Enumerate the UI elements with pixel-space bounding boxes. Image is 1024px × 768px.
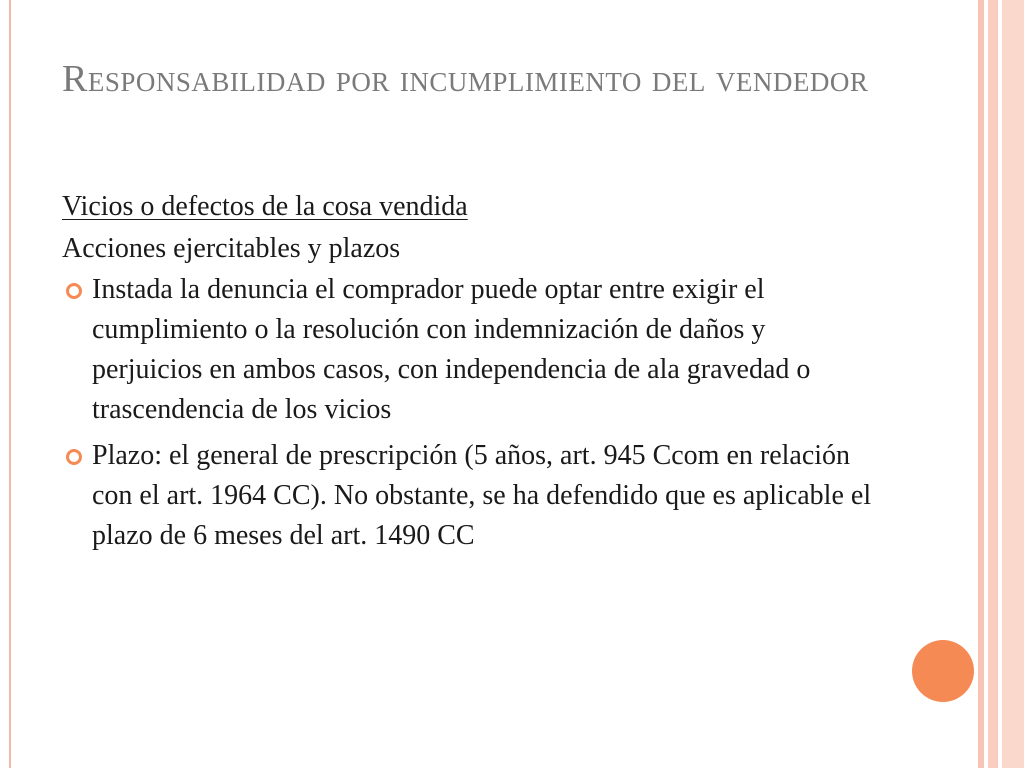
bullet-item — [62, 270, 882, 430]
hollow-circle-bullet-icon — [66, 283, 82, 299]
bullet-text: Instada la denuncia el comprador puede optar entre exigir el cumplimiento o la resolución con indemnización de daños y perjuicios en ambos casos, con independencia de ala gravedad o trascendencia de los vicios — [92, 274, 811, 425]
slide-body — [62, 186, 882, 556]
right-decorative-band — [1002, 0, 1024, 768]
section-heading: Vicios o defectos de la cosa vendida — [62, 191, 468, 222]
right-decorative-band — [988, 0, 998, 768]
decorative-accent-circle — [912, 640, 974, 702]
bullet-text: Plazo: el general de prescripción (5 años, art. 945 Ccom en relación con el art. 1964 CC). No obstante, se ha defendido que es aplicable el plazo de 6 meses del art. 1490 CC — [92, 440, 872, 551]
left-decorative-rule — [9, 0, 11, 768]
hollow-circle-bullet-icon — [66, 449, 82, 465]
bullet-item — [62, 436, 882, 556]
slide-title: Responsabilidad por incumplimiento del vendedor — [62, 58, 869, 100]
section-subheading: Acciones ejercitables y plazos — [62, 233, 401, 264]
